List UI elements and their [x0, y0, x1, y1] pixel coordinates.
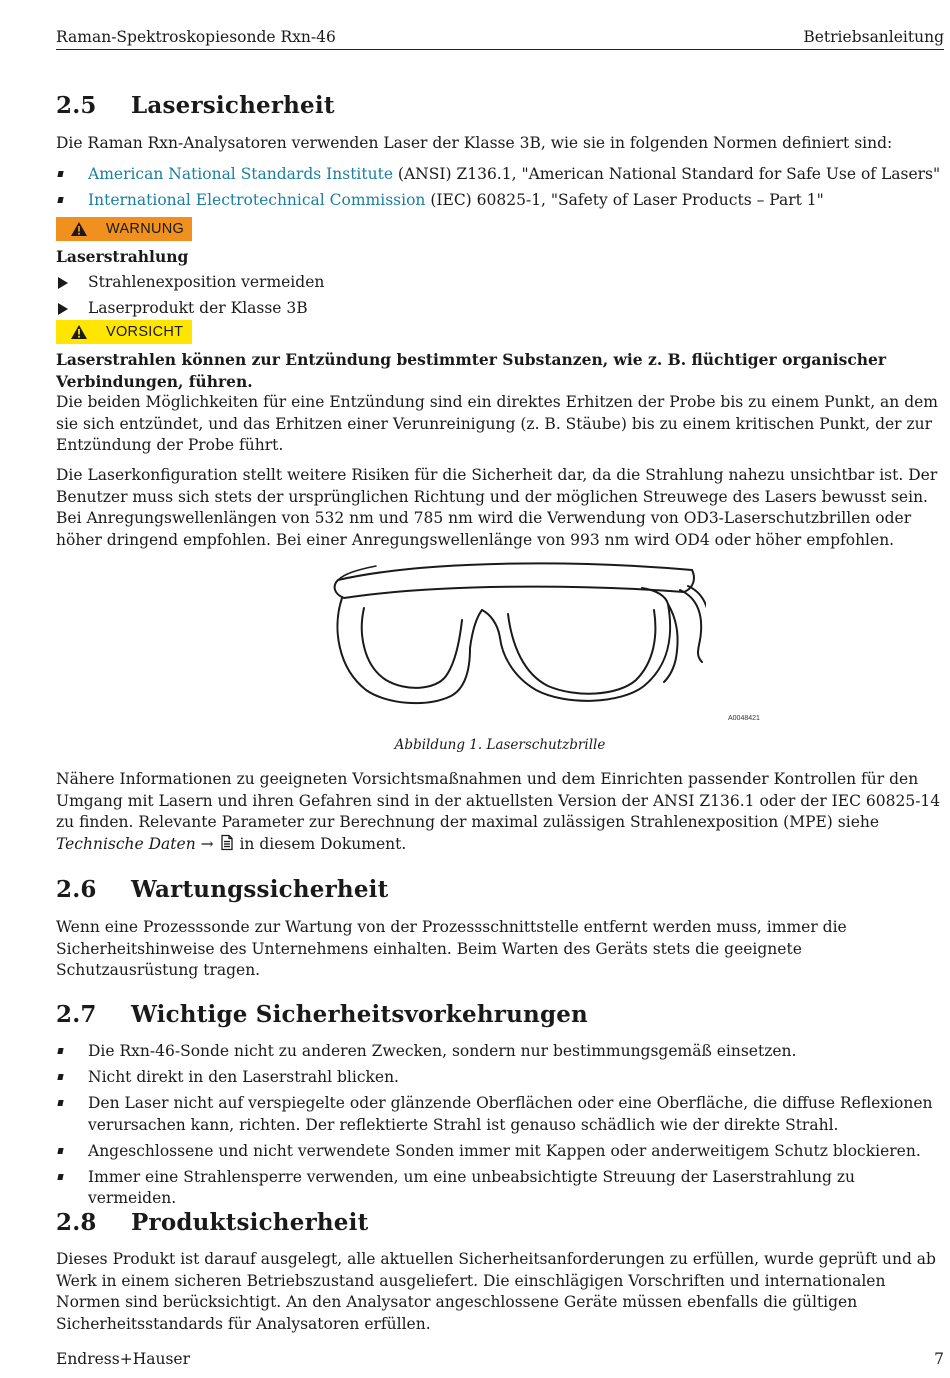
section-heading-2-7 — [56, 1001, 944, 1029]
bullet-icon — [57, 1148, 63, 1154]
caution-text: Die beiden Möglichkeiten für eine Entzündung sind ein direktes Erhitzen der Probe bis zu einem Punkt, an dem sie sich entzündet, und das Erhitzen einer Verunreinigung (z. B. Stäube) bis zu einem kritischen Punkt, der zur Entzündung der Probe führt. — [56, 393, 938, 454]
ansi-link[interactable]: American National Standards Institute — [88, 165, 393, 183]
maintenance-paragraph: Wenn eine Prozesssonde zur Wartung von der Prozessschnittstelle entfernt werden muss, immer die Sicherheitshinweise des Unternehmens einhalten. Beim Warten des Geräts stets die geeignete Schutzausrüstung tragen. — [56, 918, 847, 979]
laser-config-paragraph: Die Laserkonfiguration stellt weitere Risiken für die Sicherheit dar, da die Strahlung nahezu unsichtbar ist. Der Benutzer muss sich stets der ursprünglichen Richtung und der möglichen Streuwege des Lasers bewusst sein. Bei Anregungswellenlängen von 532 nm und 785 nm wird die Verwendung von OD3-Laserschutzbrillen oder höher dringend empfohlen. Bei einer Anregungswellenlänge von 993 nm wird OD4 oder höher empfohlen. — [56, 466, 938, 549]
section-number: 2.6 — [56, 876, 97, 903]
standards-list — [56, 164, 944, 212]
list-item — [56, 190, 944, 212]
footer-brand: Endress+Hauser — [56, 1350, 190, 1368]
list-item — [56, 164, 944, 186]
section-title: Produktsicherheit — [131, 1209, 369, 1236]
page-number: 7 — [934, 1350, 944, 1368]
header-doc-type: Betriebsanleitung — [803, 28, 944, 46]
section-heading-2-8 — [56, 1209, 944, 1237]
list-item — [56, 1041, 944, 1063]
section-heading-2-6 — [56, 876, 944, 904]
section-title: Wichtige Sicherheitsvorkehrungen — [131, 1001, 588, 1028]
intro-paragraph: Die Raman Rxn-Analysatoren verwenden Laser der Klasse 3B, wie sie in folgenden Normen definiert sind: — [56, 134, 893, 152]
document-icon — [219, 834, 235, 858]
arrow-right-icon — [58, 303, 68, 315]
precautions-list — [56, 1041, 944, 1210]
section-title: Lasersicherheit — [131, 92, 335, 119]
more-info-text: Nähere Informationen zu geeigneten Vorsichtsmaßnahmen und dem Einrichten passender Kontrollen für den Umgang mit Lasern und ihren Gefahren sind in der aktuellsten Version der ANSI Z136.1 oder der IEC 60825-14 zu finden. Relevante Parameter zur Berechnung der maximal zulässigen Strahlenexposition (MPE) siehe — [56, 770, 941, 831]
section-title: Wartungssicherheit — [131, 876, 389, 903]
bullet-icon — [57, 171, 63, 177]
header-product-title: Raman-Spektroskopiesonde Rxn-46 — [56, 28, 336, 46]
caution-label: VORSICHT — [106, 324, 184, 340]
warning-triangle-icon — [70, 324, 88, 344]
list-item-text: Den Laser nicht auf verspiegelte oder glänzende Oberflächen oder eine Oberfläche, die diffuse Reflexionen verursachen kann, richten. Der reflektierte Strahl ist genauso schädlich wie der direkte Strahl. — [88, 1094, 933, 1134]
list-item — [56, 272, 944, 294]
list-item-text: Die Rxn-46-Sonde nicht zu anderen Zwecken, sondern nur bestimmungsgemäß einsetzen. — [88, 1042, 797, 1060]
warning-badge — [56, 217, 192, 241]
caution-badge — [56, 320, 192, 344]
warning-label: WARNUNG — [106, 221, 185, 237]
page-footer — [56, 1349, 944, 1369]
warning-actions-list — [56, 272, 944, 320]
section-number: 2.8 — [56, 1209, 97, 1236]
bullet-icon — [57, 1174, 63, 1180]
list-item — [56, 1067, 944, 1089]
page-header — [56, 27, 944, 50]
bullet-icon — [57, 197, 63, 203]
list-item-text: Angeschlossene und nicht verwendete Sonden immer mit Kappen oder anderweitigem Schutz blockieren. — [88, 1141, 921, 1160]
list-item-text: Nicht direkt in den Laserstrahl blicken. — [88, 1068, 399, 1086]
section-number: 2.5 — [56, 92, 97, 119]
list-item-text: (IEC) 60825-1, "Safety of Laser Products – Part 1" — [425, 191, 824, 209]
list-item-text: (ANSI) Z136.1, "American National Standard for Safe Use of Lasers" — [393, 165, 941, 183]
warning-title: Laserstrahlung — [56, 247, 189, 266]
more-info-paragraph — [56, 769, 944, 857]
product-safety-paragraph: Dieses Produkt ist darauf ausgelegt, alle aktuellen Sicherheitsanforderungen zu erfüllen, wurde geprüft und ab Werk in einem sicheren Betriebszustand ausgeliefert. Die einschlägigen Vorschriften und internationalen Normen sind berücksichtigt. An den Analysator angeschlossene Geräte müssen ebenfalls die gültigen Sicherheitsstandards für Analysatoren erfüllen. — [56, 1250, 936, 1333]
safety-glasses-figure — [276, 558, 706, 728]
figure-caption: Abbildung 1. Laserschutzbrille — [394, 737, 606, 753]
more-info-end: in diesem Dokument. — [234, 834, 407, 853]
bullet-icon — [57, 1048, 63, 1054]
iec-link[interactable]: International Electrotechnical Commission — [88, 191, 426, 209]
bullet-icon — [57, 1074, 63, 1080]
figure-id: A0048421 — [728, 715, 760, 722]
list-item-text: Immer eine Strahlensperre verwenden, um eine unbeabsichtigte Streuung der Laserstrahlung zu vermeiden. — [88, 1167, 856, 1207]
list-item-text: Strahlenexposition vermeiden — [88, 273, 325, 291]
list-item — [56, 298, 944, 320]
list-item — [56, 1167, 944, 1210]
arrow-right-icon — [58, 277, 68, 289]
technical-data-reference[interactable]: Technische Daten — [56, 834, 196, 853]
bullet-icon — [57, 1100, 63, 1106]
caution-title: Laserstrahlen können zur Entzündung bestimmter Substanzen, wie z. B. flüchtiger organischer Verbindungen, führen. — [56, 350, 887, 391]
section-heading-2-5 — [56, 92, 944, 120]
list-item-text: Laserprodukt der Klasse 3B — [88, 299, 308, 317]
page — [56, 0, 944, 1378]
list-item — [56, 1141, 944, 1163]
section-number: 2.7 — [56, 1001, 97, 1028]
list-item — [56, 1093, 944, 1136]
reference-arrow: → — [195, 834, 219, 853]
warning-triangle-icon — [70, 221, 88, 241]
